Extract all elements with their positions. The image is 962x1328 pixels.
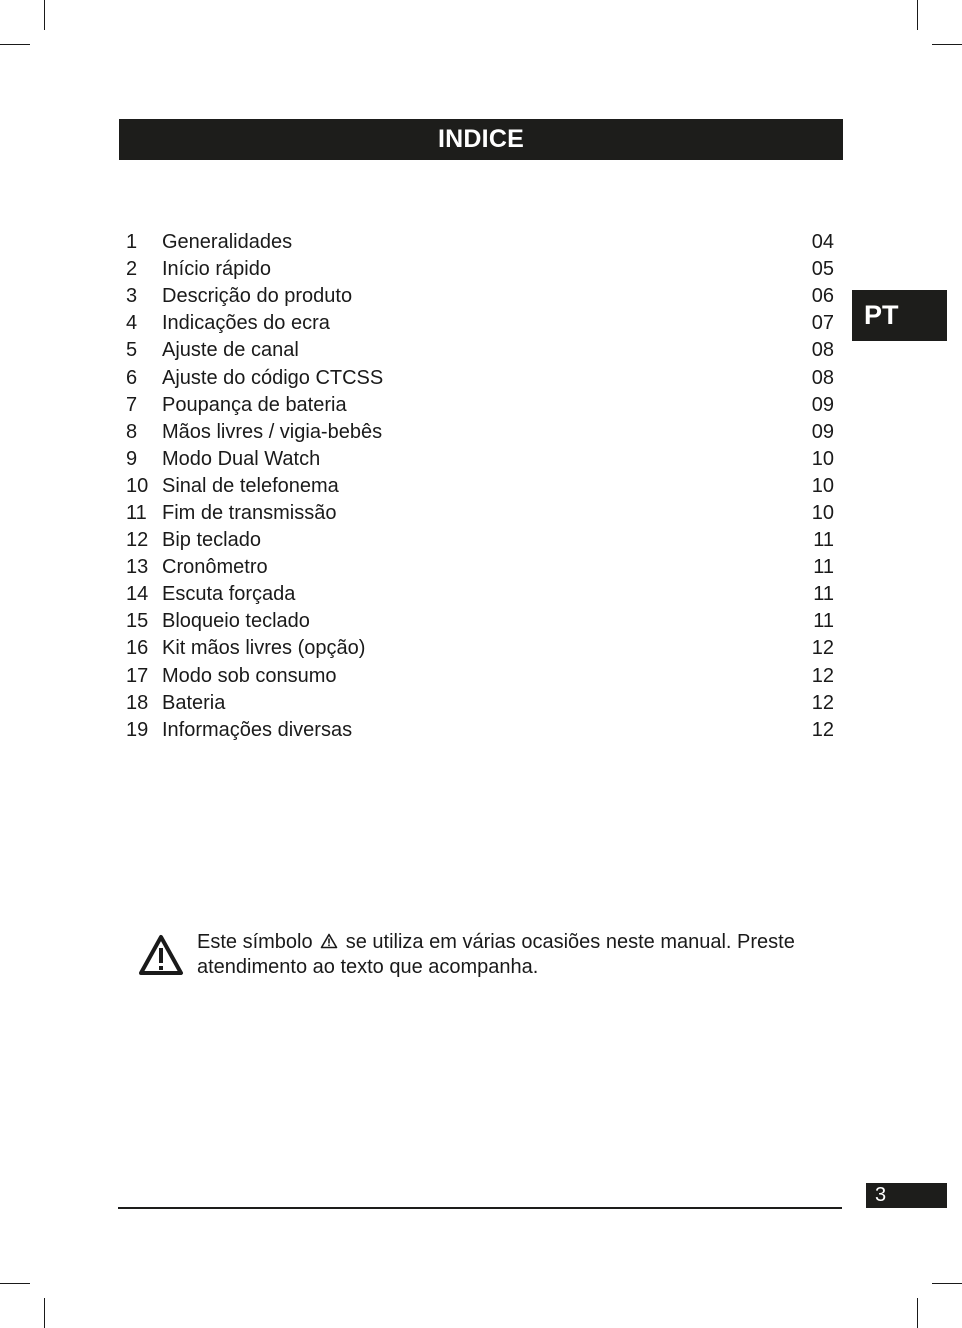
toc-number: 17 bbox=[126, 664, 149, 687]
warning-inline-icon bbox=[320, 933, 338, 949]
toc-title: Modo sob consumo bbox=[162, 664, 337, 687]
toc-title: Modo Dual Watch bbox=[162, 447, 321, 470]
toc-page-number: 07 bbox=[811, 312, 834, 335]
toc-number: 18 bbox=[126, 691, 149, 714]
toc-page-number: 10 bbox=[811, 474, 834, 497]
toc-title: Cronômetro bbox=[162, 556, 268, 579]
toc-entry bbox=[126, 419, 834, 446]
crop-mark bbox=[932, 44, 962, 45]
toc-entry bbox=[126, 256, 834, 283]
toc-entry bbox=[126, 337, 834, 364]
toc-title: Ajuste do código CTCSS bbox=[162, 366, 384, 389]
toc-number: 8 bbox=[126, 420, 138, 443]
crop-mark bbox=[44, 0, 45, 30]
toc-entry bbox=[126, 554, 834, 581]
toc-title: Generalidades bbox=[162, 231, 293, 254]
toc-number: 1 bbox=[126, 231, 138, 254]
toc-page-number: 08 bbox=[811, 366, 834, 389]
toc-page-number: 08 bbox=[811, 339, 834, 362]
toc-page-number: 12 bbox=[811, 637, 834, 660]
toc-number: 3 bbox=[126, 285, 138, 308]
toc-entry bbox=[126, 500, 834, 527]
toc-page-number: 05 bbox=[811, 258, 834, 281]
toc-title: Indicações do ecra bbox=[162, 312, 330, 335]
toc-entry bbox=[126, 663, 834, 690]
toc-page-number: 11 bbox=[813, 556, 834, 579]
toc-number: 4 bbox=[126, 312, 138, 335]
toc-entry bbox=[126, 473, 834, 500]
toc-entry bbox=[126, 446, 834, 473]
toc-title: Descrição do produto bbox=[162, 285, 353, 308]
toc-title: Sinal de telefonema bbox=[162, 474, 339, 497]
toc-number: 2 bbox=[126, 258, 138, 281]
toc-title: Ajuste de canal bbox=[162, 339, 299, 362]
toc-page-number: 11 bbox=[813, 529, 834, 552]
toc-entry bbox=[126, 690, 834, 717]
toc-page-number: 04 bbox=[811, 231, 834, 254]
toc-title: Poupança de bateria bbox=[162, 393, 347, 416]
toc-title: Mãos livres / vigia-bebês bbox=[162, 420, 383, 443]
toc-number: 9 bbox=[126, 447, 138, 470]
toc-title: Bip teclado bbox=[162, 529, 261, 552]
toc-entry bbox=[126, 310, 834, 337]
toc-page-number: 09 bbox=[811, 420, 834, 443]
toc-entry bbox=[126, 283, 834, 310]
warning-note bbox=[138, 930, 838, 980]
toc-number: 13 bbox=[126, 556, 149, 579]
toc-number: 16 bbox=[126, 637, 149, 660]
toc-entry bbox=[126, 717, 834, 744]
toc-number: 11 bbox=[126, 501, 147, 524]
toc-number: 10 bbox=[126, 474, 149, 497]
toc-title: Kit mãos livres (opção) bbox=[162, 637, 366, 660]
toc-entry bbox=[126, 527, 834, 554]
toc-number: 15 bbox=[126, 610, 149, 633]
toc-page-number: 11 bbox=[813, 610, 834, 633]
toc-page-number: 10 bbox=[811, 501, 834, 524]
crop-mark bbox=[0, 44, 30, 45]
toc-number: 14 bbox=[126, 583, 149, 606]
toc-number: 6 bbox=[126, 366, 138, 389]
toc-number: 7 bbox=[126, 393, 138, 416]
note-text bbox=[197, 930, 827, 980]
table-of-contents bbox=[126, 229, 834, 744]
toc-page-number: 11 bbox=[813, 583, 834, 606]
crop-mark bbox=[44, 1298, 45, 1328]
toc-title: Fim de transmissão bbox=[162, 501, 337, 524]
toc-page-number: 09 bbox=[811, 393, 834, 416]
toc-number: 5 bbox=[126, 339, 138, 362]
toc-title: Início rápido bbox=[162, 258, 271, 281]
toc-number: 19 bbox=[126, 718, 149, 741]
toc-title: Escuta forçada bbox=[162, 583, 296, 606]
toc-number: 12 bbox=[126, 529, 149, 552]
toc-page-number: 12 bbox=[811, 691, 834, 714]
note-text-after: se utiliza em várias ocasiões neste manual. Preste atendimento ao texto que acompanha. bbox=[197, 931, 795, 978]
crop-mark bbox=[932, 1283, 962, 1284]
toc-title: Bateria bbox=[162, 691, 226, 714]
toc-entry bbox=[126, 635, 834, 662]
crop-mark bbox=[917, 0, 918, 30]
toc-page-number: 12 bbox=[811, 664, 834, 687]
toc-entry bbox=[126, 392, 834, 419]
toc-entry bbox=[126, 364, 834, 391]
language-tab: PT bbox=[852, 290, 947, 341]
toc-entry bbox=[126, 608, 834, 635]
crop-mark bbox=[0, 1283, 30, 1284]
crop-mark bbox=[917, 1298, 918, 1328]
footer-rule bbox=[118, 1207, 842, 1209]
toc-entry bbox=[126, 581, 834, 608]
toc-page-number: 06 bbox=[811, 285, 834, 308]
toc-entry bbox=[126, 229, 834, 256]
page-title: INDICE bbox=[119, 119, 843, 160]
toc-title: Bloqueio teclado bbox=[162, 610, 310, 633]
note-text-before: Este símbolo bbox=[197, 931, 313, 953]
toc-page-number: 10 bbox=[811, 447, 834, 470]
warning-triangle-icon bbox=[138, 934, 184, 976]
toc-title: Informações diversas bbox=[162, 718, 353, 741]
page-number: 3 bbox=[866, 1183, 947, 1208]
toc-page-number: 12 bbox=[811, 718, 834, 741]
